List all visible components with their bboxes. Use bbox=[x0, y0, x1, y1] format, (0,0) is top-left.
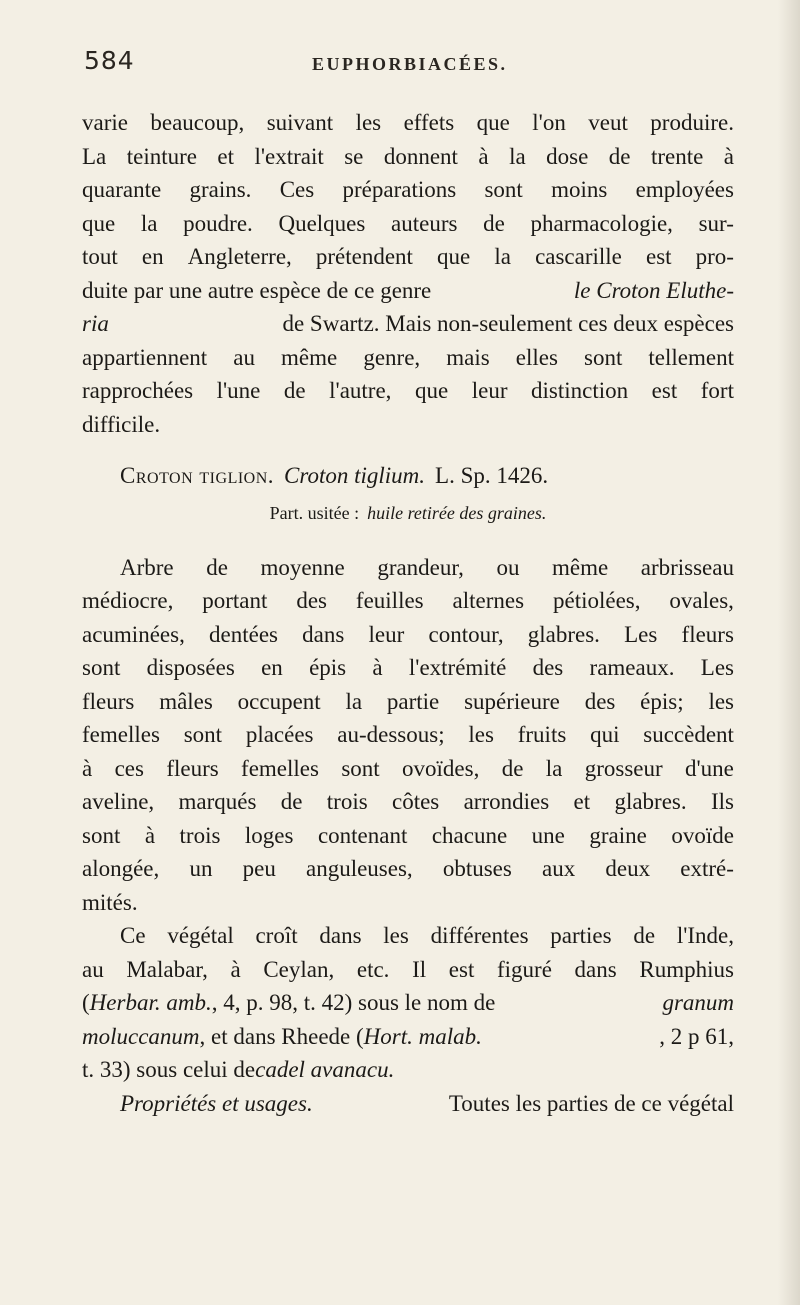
word: est bbox=[645, 244, 672, 269]
word: trente bbox=[650, 143, 704, 169]
word: Angleterre, bbox=[187, 244, 292, 269]
word: dans bbox=[574, 956, 617, 982]
word: sont bbox=[82, 822, 121, 848]
word: à bbox=[82, 755, 93, 781]
page-header bbox=[84, 46, 724, 86]
text-line bbox=[82, 240, 734, 274]
word: en bbox=[141, 244, 164, 269]
word: de bbox=[633, 923, 656, 948]
word: même bbox=[281, 344, 338, 370]
word: en bbox=[261, 655, 283, 680]
text-segment bbox=[82, 986, 495, 1020]
word: arbrisseau bbox=[640, 554, 734, 580]
part-used-value: huile retirée des graines. bbox=[367, 502, 547, 523]
word: la bbox=[140, 210, 158, 236]
text-line bbox=[82, 551, 734, 585]
text-segment: , 2 p 61, bbox=[659, 1023, 734, 1049]
text-segment: Toutes les parties de ce végétal bbox=[448, 1090, 734, 1116]
word: que bbox=[476, 110, 510, 135]
word: médiocre, bbox=[82, 588, 174, 613]
word: moyenne bbox=[260, 554, 345, 580]
word: arrondies bbox=[463, 789, 550, 814]
word: épis bbox=[309, 655, 347, 680]
word: feuilles bbox=[355, 588, 424, 613]
word: les bbox=[468, 722, 494, 747]
word: de bbox=[483, 210, 505, 236]
word: glabres. bbox=[527, 621, 600, 647]
word: Ces bbox=[279, 177, 315, 202]
word: fleurs bbox=[681, 621, 734, 647]
word: chacune bbox=[431, 822, 508, 848]
word: sont bbox=[82, 655, 121, 680]
word: quarante bbox=[82, 177, 162, 202]
word: mais bbox=[446, 344, 490, 370]
word: portant bbox=[202, 588, 268, 613]
word: même bbox=[551, 554, 609, 580]
word: femelles bbox=[82, 722, 160, 747]
word: les bbox=[383, 923, 409, 948]
word: mâles bbox=[159, 688, 213, 714]
word: tellement bbox=[648, 344, 734, 370]
word: au bbox=[82, 956, 104, 982]
word: trois bbox=[326, 789, 368, 814]
word: dans bbox=[302, 621, 345, 647]
word: à bbox=[230, 956, 241, 982]
word: etc. bbox=[356, 956, 390, 982]
word: leur bbox=[471, 378, 508, 403]
text-line bbox=[82, 584, 734, 618]
word: leur bbox=[368, 621, 405, 647]
citation: Hort. malab. bbox=[363, 1023, 482, 1049]
body-text bbox=[82, 106, 734, 1120]
word: pro- bbox=[695, 244, 734, 269]
word: grosseur bbox=[584, 755, 663, 781]
word: au-dessous; bbox=[337, 722, 445, 747]
word: dentées bbox=[209, 621, 278, 647]
word: dose bbox=[546, 143, 589, 169]
text-line bbox=[82, 852, 734, 886]
word: glabres. bbox=[614, 789, 687, 814]
text-line: mités. bbox=[82, 889, 138, 915]
word: à bbox=[723, 143, 734, 169]
word: de bbox=[608, 143, 631, 169]
part-used bbox=[82, 493, 734, 533]
text-line bbox=[82, 207, 734, 241]
word: genre, bbox=[363, 344, 421, 370]
word: occupent bbox=[237, 688, 321, 714]
word: varie bbox=[82, 110, 128, 135]
word: l'Inde, bbox=[676, 923, 734, 948]
word: et bbox=[573, 789, 591, 814]
citation: Herbar. amb. bbox=[89, 990, 212, 1015]
text-line bbox=[82, 307, 734, 341]
word: côtes bbox=[392, 789, 440, 814]
word: acuminées, bbox=[82, 621, 185, 647]
text-segment: t. 33) sous celui de bbox=[82, 1057, 256, 1082]
page-edge-shadow bbox=[778, 0, 800, 1305]
word: est bbox=[448, 956, 475, 982]
word: ces bbox=[114, 755, 144, 781]
word: fleurs bbox=[82, 688, 135, 714]
word: que bbox=[82, 210, 116, 236]
text-line bbox=[82, 140, 734, 174]
word: à bbox=[372, 655, 383, 680]
word: deux bbox=[605, 856, 651, 881]
latin-name: Croton tiglium. bbox=[284, 463, 426, 488]
word: sont bbox=[183, 722, 223, 747]
text-line bbox=[82, 986, 734, 1020]
word: de bbox=[280, 789, 303, 814]
word: Ils bbox=[710, 789, 734, 814]
common-name: Croton tiglion. bbox=[120, 463, 275, 488]
word: Il bbox=[412, 956, 427, 982]
text-line bbox=[82, 651, 734, 685]
word: placées bbox=[245, 722, 314, 747]
word: différentes bbox=[430, 923, 529, 948]
word: alongée, bbox=[82, 856, 160, 881]
word: graine bbox=[589, 822, 647, 848]
text-line: difficile. bbox=[82, 411, 161, 437]
word: que bbox=[437, 244, 471, 269]
word: la bbox=[345, 688, 363, 714]
text-line bbox=[82, 173, 734, 207]
word: croît bbox=[255, 923, 298, 948]
word: Quelques bbox=[278, 210, 366, 236]
word: succèdent bbox=[643, 722, 734, 747]
word: la bbox=[494, 244, 511, 269]
word: préparations bbox=[342, 177, 457, 202]
word: distinction bbox=[531, 378, 629, 403]
word: l'une bbox=[216, 378, 261, 403]
text-segment: , et dans Rheede ( bbox=[199, 1023, 364, 1049]
word: contour, bbox=[428, 621, 504, 647]
latin-name: moluccanum bbox=[82, 1023, 200, 1049]
word: appartiennent bbox=[82, 344, 208, 370]
word: grandeur, bbox=[377, 554, 464, 580]
word: ovoïdes, bbox=[402, 755, 480, 781]
word: sont bbox=[584, 344, 623, 370]
word: disposées bbox=[146, 655, 235, 680]
word: donnent bbox=[383, 143, 458, 169]
vernacular-name: cadel avanacu. bbox=[255, 1057, 395, 1082]
word: sur- bbox=[698, 210, 734, 236]
word: parties bbox=[550, 923, 612, 948]
word: prétendent bbox=[315, 244, 413, 269]
word: aveline, bbox=[82, 789, 155, 814]
text-line bbox=[82, 374, 734, 408]
text-segment: duite par une autre espèce de ce genre bbox=[82, 277, 432, 303]
text-line bbox=[82, 1087, 734, 1121]
word: de bbox=[206, 554, 228, 580]
word: Ce bbox=[120, 923, 146, 948]
word: extré- bbox=[680, 856, 734, 881]
word: poudre. bbox=[183, 210, 253, 236]
text-line bbox=[82, 785, 734, 819]
text-line bbox=[82, 919, 734, 953]
word: au bbox=[233, 344, 255, 370]
word: à bbox=[144, 822, 156, 848]
word: les bbox=[708, 688, 734, 714]
reference: L. Sp. 1426. bbox=[435, 463, 549, 488]
word: marqués bbox=[178, 789, 257, 814]
word: des bbox=[296, 588, 327, 613]
word: une bbox=[531, 822, 565, 848]
word: fruits bbox=[517, 722, 567, 747]
word: dans bbox=[319, 923, 362, 948]
word: des bbox=[532, 655, 564, 680]
word: l'extrémité bbox=[408, 655, 507, 680]
word: effets bbox=[403, 110, 455, 135]
word: qui bbox=[590, 722, 620, 747]
text-line bbox=[82, 341, 734, 375]
word: tout bbox=[82, 244, 118, 269]
word: sont bbox=[341, 755, 380, 781]
word: moins bbox=[551, 177, 608, 202]
word: Malabar, bbox=[126, 956, 208, 982]
text-segment: ( bbox=[82, 990, 90, 1015]
word: loges bbox=[244, 822, 294, 848]
word: se bbox=[344, 143, 364, 169]
word: est bbox=[651, 378, 678, 403]
part-used-label: Part. usitée : bbox=[269, 502, 360, 523]
word: partie bbox=[386, 688, 440, 714]
text-line bbox=[82, 752, 734, 786]
section-heading: Propriétés et usages. bbox=[120, 1090, 313, 1116]
word: l'on bbox=[532, 110, 566, 135]
word: veut bbox=[588, 110, 628, 135]
word: et bbox=[217, 143, 235, 169]
text-segment: de Swartz. Mais non-seulement ces deux espèces bbox=[282, 311, 734, 336]
word: ovales, bbox=[669, 588, 734, 613]
word: Rumphius bbox=[639, 956, 734, 982]
text-line bbox=[82, 819, 734, 853]
word: ou bbox=[496, 554, 520, 580]
word: Les bbox=[700, 655, 734, 680]
word: beaucoup, bbox=[150, 110, 245, 135]
word: contenant bbox=[317, 822, 408, 848]
word: que bbox=[414, 378, 449, 403]
page-number: 584 bbox=[84, 46, 135, 75]
text-segment: , 4, p. 98, t. 42) sous le nom de bbox=[211, 990, 496, 1015]
text-line bbox=[82, 618, 734, 652]
word: auteurs bbox=[391, 210, 458, 236]
word: cascarille bbox=[535, 244, 622, 269]
text-line bbox=[82, 1053, 734, 1087]
word: végétal bbox=[167, 923, 234, 948]
word: un bbox=[189, 856, 213, 881]
word: la bbox=[545, 755, 563, 781]
word: pharmacologie, bbox=[530, 210, 673, 236]
word: peu bbox=[242, 856, 276, 881]
word: femelles bbox=[241, 755, 319, 781]
text-segment bbox=[82, 1020, 482, 1054]
word: Ceylan, bbox=[263, 956, 335, 982]
latin-name: granum bbox=[662, 990, 734, 1015]
word: ovoïde bbox=[671, 822, 734, 848]
word: les bbox=[355, 110, 382, 135]
text-line bbox=[82, 1020, 734, 1054]
word: alternes bbox=[452, 588, 525, 613]
word: fleurs bbox=[166, 755, 219, 781]
word: à bbox=[478, 143, 489, 169]
word: Arbre bbox=[120, 554, 174, 580]
word: la bbox=[509, 143, 526, 169]
word: fort bbox=[700, 378, 734, 403]
word: de bbox=[283, 378, 306, 403]
word: supérieure bbox=[464, 688, 560, 714]
species-name: le Croton Eluthe- bbox=[573, 277, 734, 303]
word: Les bbox=[624, 621, 658, 647]
word: l'extrait bbox=[254, 143, 324, 169]
text-line bbox=[82, 106, 734, 140]
word: trois bbox=[179, 822, 221, 848]
word: grains. bbox=[189, 177, 252, 202]
word: sont bbox=[484, 177, 523, 202]
text-line bbox=[82, 685, 734, 719]
word: teinture bbox=[126, 143, 197, 169]
entry-heading bbox=[82, 459, 734, 493]
word: d'une bbox=[685, 755, 734, 781]
word: suivant bbox=[266, 110, 334, 135]
text-line bbox=[82, 953, 734, 987]
word: figuré bbox=[496, 956, 552, 982]
word: épis; bbox=[640, 688, 684, 714]
word: employées bbox=[635, 177, 734, 202]
text-line bbox=[82, 274, 734, 308]
word: rameaux. bbox=[589, 655, 675, 680]
word: pétiolées, bbox=[552, 588, 641, 613]
word: produire. bbox=[650, 110, 734, 135]
word: de bbox=[501, 755, 524, 781]
word: des bbox=[584, 688, 616, 714]
species-name: ria bbox=[82, 311, 109, 336]
word: anguleuses, bbox=[306, 856, 413, 881]
word: obtuses bbox=[442, 856, 512, 881]
text-line bbox=[82, 718, 734, 752]
word: rapprochées bbox=[82, 378, 194, 403]
word: aux bbox=[542, 856, 576, 881]
running-title: EUPHORBIACÉES. bbox=[312, 54, 508, 74]
word: elles bbox=[515, 344, 558, 370]
word: l'autre, bbox=[329, 378, 392, 403]
word: La bbox=[82, 143, 107, 169]
